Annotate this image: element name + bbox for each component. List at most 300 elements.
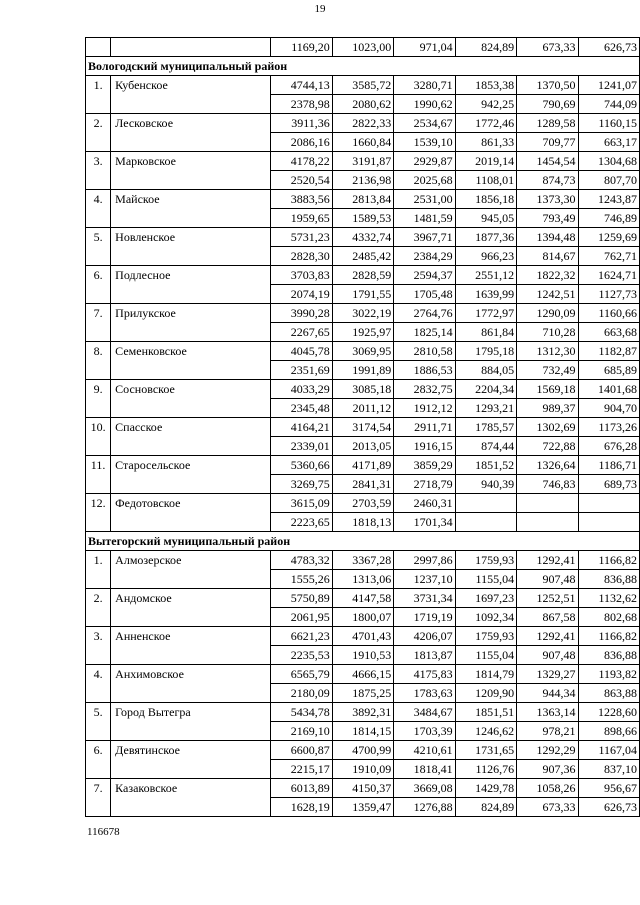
value-cell: 802,68: [578, 608, 639, 627]
value-cell: 1209,90: [455, 684, 516, 703]
value-cell: 1818,13: [332, 513, 393, 532]
value-cell: 1155,04: [455, 570, 516, 589]
value-cell: 1290,09: [517, 304, 578, 323]
value-cell: 2215,17: [271, 760, 332, 779]
value-cell: 1916,15: [394, 437, 455, 456]
value-cell: 2551,12: [455, 266, 516, 285]
row-number-cell: 4.: [86, 665, 111, 703]
value-cell: 861,33: [455, 133, 516, 152]
value-cell: 884,05: [455, 361, 516, 380]
value-cell: 836,88: [578, 646, 639, 665]
value-cell: 2013,05: [332, 437, 393, 456]
value-cell: 673,33: [517, 38, 578, 57]
value-cell: [578, 494, 639, 513]
settlement-name-cell: Прилукское: [111, 304, 271, 342]
value-cell: 4744,13: [271, 76, 332, 95]
value-cell: 1783,63: [394, 684, 455, 703]
value-cell: 2204,34: [455, 380, 516, 399]
value-cell: 1326,64: [517, 456, 578, 475]
value-cell: 790,69: [517, 95, 578, 114]
settlement-name-cell: Сосновское: [111, 380, 271, 418]
row-number-cell: 9.: [86, 380, 111, 418]
value-cell: 6621,23: [271, 627, 332, 646]
value-cell: 2485,42: [332, 247, 393, 266]
section-title: Вытегорский муниципальный район: [86, 532, 640, 551]
value-cell: 1825,14: [394, 323, 455, 342]
value-cell: 1252,51: [517, 589, 578, 608]
value-cell: 1132,62: [578, 589, 639, 608]
value-cell: 1289,58: [517, 114, 578, 133]
value-cell: 2169,10: [271, 722, 332, 741]
row-number-cell: 7.: [86, 304, 111, 342]
value-cell: 1092,34: [455, 608, 516, 627]
value-cell: 2086,16: [271, 133, 332, 152]
value-cell: 626,73: [578, 798, 639, 817]
value-cell: 3022,19: [332, 304, 393, 323]
value-cell: 966,23: [455, 247, 516, 266]
value-cell: 2019,14: [455, 152, 516, 171]
value-cell: 940,39: [455, 475, 516, 494]
value-cell: 2267,65: [271, 323, 332, 342]
value-cell: 1242,51: [517, 285, 578, 304]
value-cell: 1851,52: [455, 456, 516, 475]
value-cell: 1886,53: [394, 361, 455, 380]
value-cell: 1401,68: [578, 380, 639, 399]
value-cell: 2061,95: [271, 608, 332, 627]
value-cell: 4783,32: [271, 551, 332, 570]
value-cell: 2828,30: [271, 247, 332, 266]
value-cell: 1822,32: [517, 266, 578, 285]
row-number-cell: 2.: [86, 114, 111, 152]
value-cell: 1569,18: [517, 380, 578, 399]
value-cell: 4171,89: [332, 456, 393, 475]
value-cell: 3731,34: [394, 589, 455, 608]
value-cell: 1292,29: [517, 741, 578, 760]
document-code: 116678: [87, 826, 120, 838]
value-cell: 1108,01: [455, 171, 516, 190]
settlement-name-cell: Кубенское: [111, 76, 271, 114]
value-cell: 1276,88: [394, 798, 455, 817]
value-cell: 2378,98: [271, 95, 332, 114]
value-cell: 2025,68: [394, 171, 455, 190]
value-cell: 1910,09: [332, 760, 393, 779]
value-cell: 5434,78: [271, 703, 332, 722]
value-cell: 1023,00: [332, 38, 393, 57]
value-cell: [578, 513, 639, 532]
page-number: 19: [314, 3, 326, 15]
value-cell: 3269,75: [271, 475, 332, 494]
table-row: [86, 38, 640, 57]
value-cell: 1237,10: [394, 570, 455, 589]
settlement-name-cell: Казаковское: [111, 779, 271, 817]
value-cell: 1959,65: [271, 209, 332, 228]
value-cell: 1555,26: [271, 570, 332, 589]
value-cell: 863,88: [578, 684, 639, 703]
value-cell: 874,73: [517, 171, 578, 190]
value-cell: 1791,55: [332, 285, 393, 304]
value-cell: 4150,37: [332, 779, 393, 798]
value-cell: 6600,87: [271, 741, 332, 760]
value-cell: 5360,66: [271, 456, 332, 475]
value-cell: 1292,41: [517, 551, 578, 570]
value-cell: 2764,76: [394, 304, 455, 323]
table-row: [86, 380, 640, 399]
value-cell: 1772,97: [455, 304, 516, 323]
table-row: [86, 589, 640, 608]
value-cell: 2339,01: [271, 437, 332, 456]
value-cell: 867,58: [517, 608, 578, 627]
value-cell: 1394,48: [517, 228, 578, 247]
value-cell: 3280,71: [394, 76, 455, 95]
value-cell: 1167,04: [578, 741, 639, 760]
value-cell: 2594,37: [394, 266, 455, 285]
value-cell: 2011,12: [332, 399, 393, 418]
value-cell: 6565,79: [271, 665, 332, 684]
value-cell: 2074,19: [271, 285, 332, 304]
value-cell: 2223,65: [271, 513, 332, 532]
value-cell: 1173,26: [578, 418, 639, 437]
value-cell: [517, 513, 578, 532]
value-cell: 1359,47: [332, 798, 393, 817]
value-cell: 861,84: [455, 323, 516, 342]
value-cell: 689,73: [578, 475, 639, 494]
value-cell: 3703,83: [271, 266, 332, 285]
value-cell: 3085,18: [332, 380, 393, 399]
value-cell: 1243,87: [578, 190, 639, 209]
value-cell: 2520,54: [271, 171, 332, 190]
value-cell: 1813,87: [394, 646, 455, 665]
settlement-name-cell: Семенковское: [111, 342, 271, 380]
value-cell: 2822,33: [332, 114, 393, 133]
value-cell: 1539,10: [394, 133, 455, 152]
value-cell: 2345,48: [271, 399, 332, 418]
value-cell: 4045,78: [271, 342, 332, 361]
value-cell: 1370,50: [517, 76, 578, 95]
value-cell: 1292,41: [517, 627, 578, 646]
value-cell: 1800,07: [332, 608, 393, 627]
value-cell: 1912,12: [394, 399, 455, 418]
settlement-name-cell: Андомское: [111, 589, 271, 627]
value-cell: 989,37: [517, 399, 578, 418]
value-cell: 2718,79: [394, 475, 455, 494]
table-row: [86, 779, 640, 798]
value-cell: 837,10: [578, 760, 639, 779]
value-cell: 1193,82: [578, 665, 639, 684]
value-cell: 1624,71: [578, 266, 639, 285]
value-cell: 5731,23: [271, 228, 332, 247]
value-cell: 4175,83: [394, 665, 455, 684]
value-cell: 956,67: [578, 779, 639, 798]
value-cell: 3191,87: [332, 152, 393, 171]
value-cell: 6013,89: [271, 779, 332, 798]
value-cell: 1628,19: [271, 798, 332, 817]
value-cell: 1155,04: [455, 646, 516, 665]
table-row: [86, 551, 640, 570]
value-cell: 2841,31: [332, 475, 393, 494]
value-cell: 1731,65: [455, 741, 516, 760]
value-cell: 1166,82: [578, 627, 639, 646]
value-cell: 1293,21: [455, 399, 516, 418]
value-cell: 1639,99: [455, 285, 516, 304]
value-cell: 944,34: [517, 684, 578, 703]
value-cell: 3615,09: [271, 494, 332, 513]
value-cell: 1772,46: [455, 114, 516, 133]
value-cell: 1925,97: [332, 323, 393, 342]
value-cell: 793,49: [517, 209, 578, 228]
row-number-cell: 5.: [86, 228, 111, 266]
row-number-cell: 1.: [86, 76, 111, 114]
value-cell: 1160,15: [578, 114, 639, 133]
row-number-cell: 8.: [86, 342, 111, 380]
settlement-name-cell: Город Вытегра: [111, 703, 271, 741]
value-cell: 3174,54: [332, 418, 393, 437]
table-row: [86, 152, 640, 171]
settlement-name-cell: Девятинское: [111, 741, 271, 779]
row-number-cell: 3.: [86, 152, 111, 190]
value-cell: 663,17: [578, 133, 639, 152]
value-cell: 4178,22: [271, 152, 332, 171]
value-cell: 1259,69: [578, 228, 639, 247]
row-number-cell: 10.: [86, 418, 111, 456]
value-cell: 1169,20: [271, 38, 332, 57]
value-cell: 4210,61: [394, 741, 455, 760]
value-cell: 1589,53: [332, 209, 393, 228]
value-cell: 2997,86: [394, 551, 455, 570]
value-cell: 1814,79: [455, 665, 516, 684]
value-cell: 2929,87: [394, 152, 455, 171]
row-number-cell: 1.: [86, 551, 111, 589]
value-cell: 626,73: [578, 38, 639, 57]
table-row: [86, 266, 640, 285]
value-cell: 1373,30: [517, 190, 578, 209]
value-cell: 1312,30: [517, 342, 578, 361]
value-cell: 1851,51: [455, 703, 516, 722]
value-cell: 1127,73: [578, 285, 639, 304]
settlement-name-cell: Алмозерское: [111, 551, 271, 589]
value-cell: 942,25: [455, 95, 516, 114]
value-cell: 1058,26: [517, 779, 578, 798]
value-cell: 1875,25: [332, 684, 393, 703]
value-cell: [455, 513, 516, 532]
value-cell: 746,89: [578, 209, 639, 228]
value-cell: 1814,15: [332, 722, 393, 741]
value-cell: 4033,29: [271, 380, 332, 399]
value-cell: 2351,69: [271, 361, 332, 380]
value-cell: 762,71: [578, 247, 639, 266]
value-cell: 2911,71: [394, 418, 455, 437]
value-cell: 744,09: [578, 95, 639, 114]
value-cell: 2460,31: [394, 494, 455, 513]
table-row: [86, 76, 640, 95]
value-cell: 1304,68: [578, 152, 639, 171]
value-cell: 2180,09: [271, 684, 332, 703]
value-cell: 2384,29: [394, 247, 455, 266]
table-row: [86, 665, 640, 684]
value-cell: 1856,18: [455, 190, 516, 209]
section-header-row: [86, 532, 640, 551]
value-cell: 732,49: [517, 361, 578, 380]
value-cell: 2531,00: [394, 190, 455, 209]
value-cell: 1228,60: [578, 703, 639, 722]
value-cell: 4147,58: [332, 589, 393, 608]
settlement-name-cell: Марковское: [111, 152, 271, 190]
value-cell: 1877,36: [455, 228, 516, 247]
value-cell: 3669,08: [394, 779, 455, 798]
value-cell: 945,05: [455, 209, 516, 228]
row-number-cell: 11.: [86, 456, 111, 494]
settlement-name-cell: [111, 38, 271, 57]
value-cell: 1703,39: [394, 722, 455, 741]
value-cell: 2828,59: [332, 266, 393, 285]
value-cell: 1160,66: [578, 304, 639, 323]
value-cell: 3967,71: [394, 228, 455, 247]
table-row: [86, 494, 640, 513]
row-number-cell: 2.: [86, 589, 111, 627]
value-cell: 1329,27: [517, 665, 578, 684]
settlement-name-cell: Анненское: [111, 627, 271, 665]
value-cell: 685,89: [578, 361, 639, 380]
settlement-name-cell: Анхимовское: [111, 665, 271, 703]
value-cell: 1990,62: [394, 95, 455, 114]
value-cell: 898,66: [578, 722, 639, 741]
value-cell: 3990,28: [271, 304, 332, 323]
value-cell: 1910,53: [332, 646, 393, 665]
value-cell: 907,48: [517, 646, 578, 665]
value-cell: [455, 494, 516, 513]
row-number-cell: 6.: [86, 266, 111, 304]
value-cell: 3367,28: [332, 551, 393, 570]
value-cell: 746,83: [517, 475, 578, 494]
table-row: [86, 114, 640, 133]
value-cell: 3484,67: [394, 703, 455, 722]
value-cell: 1705,48: [394, 285, 455, 304]
value-cell: 3883,56: [271, 190, 332, 209]
value-cell: 978,21: [517, 722, 578, 741]
value-cell: 907,48: [517, 570, 578, 589]
table-row: [86, 456, 640, 475]
value-cell: 4164,21: [271, 418, 332, 437]
value-cell: 2832,75: [394, 380, 455, 399]
value-cell: 5750,89: [271, 589, 332, 608]
row-number-cell: 6.: [86, 741, 111, 779]
value-cell: 3911,36: [271, 114, 332, 133]
section-title: Вологодский муниципальный район: [86, 57, 640, 76]
value-cell: 836,88: [578, 570, 639, 589]
table-row: [86, 190, 640, 209]
value-cell: 3069,95: [332, 342, 393, 361]
value-cell: 1246,62: [455, 722, 516, 741]
value-cell: 673,33: [517, 798, 578, 817]
value-cell: 1701,34: [394, 513, 455, 532]
value-cell: 971,04: [394, 38, 455, 57]
value-cell: [517, 494, 578, 513]
value-cell: 1660,84: [332, 133, 393, 152]
settlement-name-cell: Подлесное: [111, 266, 271, 304]
value-cell: 2080,62: [332, 95, 393, 114]
value-cell: 1241,07: [578, 76, 639, 95]
row-number-cell: 12.: [86, 494, 111, 532]
value-cell: 1719,19: [394, 608, 455, 627]
value-cell: 1759,93: [455, 551, 516, 570]
table-row: [86, 741, 640, 760]
section-header-row: [86, 57, 640, 76]
value-cell: 2534,67: [394, 114, 455, 133]
table-row: [86, 703, 640, 722]
value-cell: 1126,76: [455, 760, 516, 779]
settlement-name-cell: Новленское: [111, 228, 271, 266]
value-cell: 824,89: [455, 798, 516, 817]
value-cell: 1302,69: [517, 418, 578, 437]
value-cell: 824,89: [455, 38, 516, 57]
value-cell: 3859,29: [394, 456, 455, 475]
value-cell: 4700,99: [332, 741, 393, 760]
value-cell: 1785,57: [455, 418, 516, 437]
value-cell: 1818,41: [394, 760, 455, 779]
settlement-name-cell: Лесковское: [111, 114, 271, 152]
value-cell: 1853,38: [455, 76, 516, 95]
value-cell: 807,70: [578, 171, 639, 190]
value-cell: 904,70: [578, 399, 639, 418]
value-cell: 874,44: [455, 437, 516, 456]
value-cell: 3585,72: [332, 76, 393, 95]
value-cell: 1991,89: [332, 361, 393, 380]
value-cell: 710,28: [517, 323, 578, 342]
settlement-name-cell: Федотовское: [111, 494, 271, 532]
row-number-cell: 3.: [86, 627, 111, 665]
value-cell: 1186,71: [578, 456, 639, 475]
row-number-cell: [86, 38, 111, 57]
row-number-cell: 4.: [86, 190, 111, 228]
table-row: [86, 418, 640, 437]
value-cell: 1429,78: [455, 779, 516, 798]
value-cell: 1313,06: [332, 570, 393, 589]
table-row: [86, 228, 640, 247]
value-cell: 1481,59: [394, 209, 455, 228]
value-cell: 2810,58: [394, 342, 455, 361]
value-cell: 2136,98: [332, 171, 393, 190]
value-cell: 4701,43: [332, 627, 393, 646]
value-cell: 1166,82: [578, 551, 639, 570]
value-cell: 814,67: [517, 247, 578, 266]
table-row: [86, 627, 640, 646]
value-cell: 3892,31: [332, 703, 393, 722]
value-cell: 4206,07: [394, 627, 455, 646]
row-number-cell: 7.: [86, 779, 111, 817]
table-body: [86, 38, 640, 817]
value-cell: 2813,84: [332, 190, 393, 209]
value-cell: 1363,14: [517, 703, 578, 722]
row-number-cell: 5.: [86, 703, 111, 741]
value-cell: 1454,54: [517, 152, 578, 171]
value-cell: 709,77: [517, 133, 578, 152]
value-cell: 1697,23: [455, 589, 516, 608]
settlement-name-cell: Старосельское: [111, 456, 271, 494]
value-cell: 1182,87: [578, 342, 639, 361]
value-cell: 1759,93: [455, 627, 516, 646]
value-cell: 907,36: [517, 760, 578, 779]
settlement-name-cell: Майское: [111, 190, 271, 228]
value-cell: 4666,15: [332, 665, 393, 684]
tariff-table: [85, 37, 640, 817]
value-cell: 2703,59: [332, 494, 393, 513]
table-row: [86, 342, 640, 361]
table-row: [86, 304, 640, 323]
settlement-name-cell: Спасское: [111, 418, 271, 456]
value-cell: 663,68: [578, 323, 639, 342]
value-cell: 676,28: [578, 437, 639, 456]
value-cell: 722,88: [517, 437, 578, 456]
value-cell: 1795,18: [455, 342, 516, 361]
